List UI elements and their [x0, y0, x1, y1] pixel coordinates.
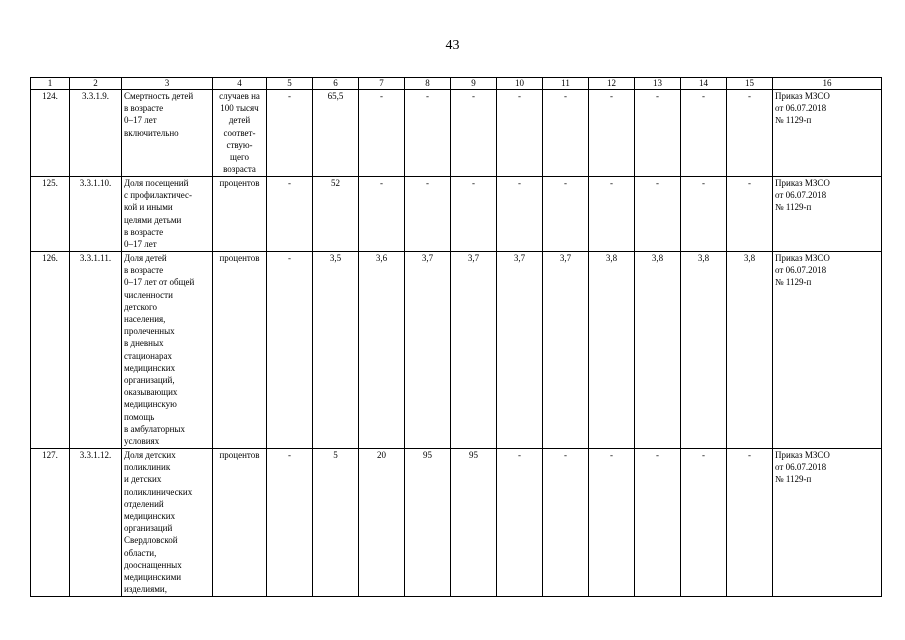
- source-cell: Приказ МЗСО от 06.07.2018 № 1129-п: [773, 252, 882, 449]
- value-cell-col-8: 3,7: [405, 252, 451, 449]
- value-cell-col-10: -: [497, 177, 543, 252]
- value-cell-col-11: -: [543, 90, 589, 177]
- column-header-15: 15: [727, 78, 773, 90]
- value-cell-col-14: 3,8: [681, 252, 727, 449]
- indicator-name-cell: Смертность детей в возрасте 0–17 лет включительно: [122, 90, 213, 177]
- column-header-14: 14: [681, 78, 727, 90]
- value-cell-col-12: -: [589, 177, 635, 252]
- value-cell-col-10: -: [497, 90, 543, 177]
- value-cell-col-9: -: [451, 177, 497, 252]
- value-cell-col-6: 3,5: [313, 252, 359, 449]
- source-cell: Приказ МЗСО от 06.07.2018 № 1129-п: [773, 90, 882, 177]
- value-cell-col-13: -: [635, 449, 681, 597]
- value-cell-col-6: 52: [313, 177, 359, 252]
- value-cell-col-7: 20: [359, 449, 405, 597]
- value-cell-col-5: -: [267, 90, 313, 177]
- column-header-5: 5: [267, 78, 313, 90]
- value-cell-col-15: 3,8: [727, 252, 773, 449]
- value-cell-col-8: -: [405, 177, 451, 252]
- row-number-cell: 125.: [31, 177, 70, 252]
- value-cell-col-9: 3,7: [451, 252, 497, 449]
- value-cell-col-15: -: [727, 449, 773, 597]
- value-cell-col-14: -: [681, 90, 727, 177]
- value-cell-col-8: 95: [405, 449, 451, 597]
- source-cell: Приказ МЗСО от 06.07.2018 № 1129-п: [773, 177, 882, 252]
- header-row: [31, 78, 882, 90]
- value-cell-col-12: 3,8: [589, 252, 635, 449]
- indicator-code-cell: 3.3.1.11.: [70, 252, 122, 449]
- indicators-table: [30, 77, 882, 597]
- value-cell-col-5: -: [267, 449, 313, 597]
- indicator-name-cell: Доля посещений с профилактичес- кой и иными целями детьми в возрасте 0–17 лет: [122, 177, 213, 252]
- column-header-10: 10: [497, 78, 543, 90]
- unit-cell: процентов: [213, 177, 267, 252]
- value-cell-col-12: -: [589, 449, 635, 597]
- value-cell-col-14: -: [681, 449, 727, 597]
- value-cell-col-13: 3,8: [635, 252, 681, 449]
- indicator-name-cell: Доля детских поликлиник и детских поликлинических отделений медицинских организаций Свердловской области, дооснащенных медицинскими изделиями,: [122, 449, 213, 597]
- value-cell-col-13: -: [635, 90, 681, 177]
- indicator-code-cell: 3.3.1.9.: [70, 90, 122, 177]
- column-header-6: 6: [313, 78, 359, 90]
- value-cell-col-12: -: [589, 90, 635, 177]
- value-cell-col-13: -: [635, 177, 681, 252]
- column-header-4: 4: [213, 78, 267, 90]
- column-header-1: 1: [31, 78, 70, 90]
- value-cell-col-7: -: [359, 90, 405, 177]
- page-number: 43: [445, 38, 460, 53]
- value-cell-col-11: -: [543, 449, 589, 597]
- indicator-name-cell: Доля детей в возрасте 0–17 лет от общей численности детского населения, пролеченных в дневных стационарах медицинских организаций, оказывающих медицинскую помощь в амбулаторных условиях: [122, 252, 213, 449]
- value-cell-col-11: 3,7: [543, 252, 589, 449]
- column-header-8: 8: [405, 78, 451, 90]
- column-header-3: 3: [122, 78, 213, 90]
- value-cell-col-11: -: [543, 177, 589, 252]
- table-row: [31, 449, 882, 597]
- indicator-code-cell: 3.3.1.10.: [70, 177, 122, 252]
- table-row: [31, 252, 882, 449]
- source-cell: Приказ МЗСО от 06.07.2018 № 1129-п: [773, 449, 882, 597]
- column-header-11: 11: [543, 78, 589, 90]
- unit-cell: процентов: [213, 252, 267, 449]
- row-number-cell: 127.: [31, 449, 70, 597]
- value-cell-col-15: -: [727, 90, 773, 177]
- value-cell-col-15: -: [727, 177, 773, 252]
- column-header-12: 12: [589, 78, 635, 90]
- value-cell-col-9: 95: [451, 449, 497, 597]
- row-number-cell: 124.: [31, 90, 70, 177]
- unit-cell: случаев на 100 тысяч детей соответ- ствую- щего возраста: [213, 90, 267, 177]
- value-cell-col-6: 5: [313, 449, 359, 597]
- value-cell-col-5: -: [267, 252, 313, 449]
- value-cell-col-10: -: [497, 449, 543, 597]
- value-cell-col-14: -: [681, 177, 727, 252]
- value-cell-col-6: 65,5: [313, 90, 359, 177]
- column-header-9: 9: [451, 78, 497, 90]
- column-header-16: 16: [773, 78, 882, 90]
- value-cell-col-7: -: [359, 177, 405, 252]
- column-header-7: 7: [359, 78, 405, 90]
- table-row: [31, 177, 882, 252]
- row-number-cell: 126.: [31, 252, 70, 449]
- column-header-2: 2: [70, 78, 122, 90]
- value-cell-col-8: -: [405, 90, 451, 177]
- unit-cell: процентов: [213, 449, 267, 597]
- value-cell-col-5: -: [267, 177, 313, 252]
- value-cell-col-7: 3,6: [359, 252, 405, 449]
- indicator-code-cell: 3.3.1.12.: [70, 449, 122, 597]
- column-header-13: 13: [635, 78, 681, 90]
- table-row: [31, 90, 882, 177]
- value-cell-col-10: 3,7: [497, 252, 543, 449]
- value-cell-col-9: -: [451, 90, 497, 177]
